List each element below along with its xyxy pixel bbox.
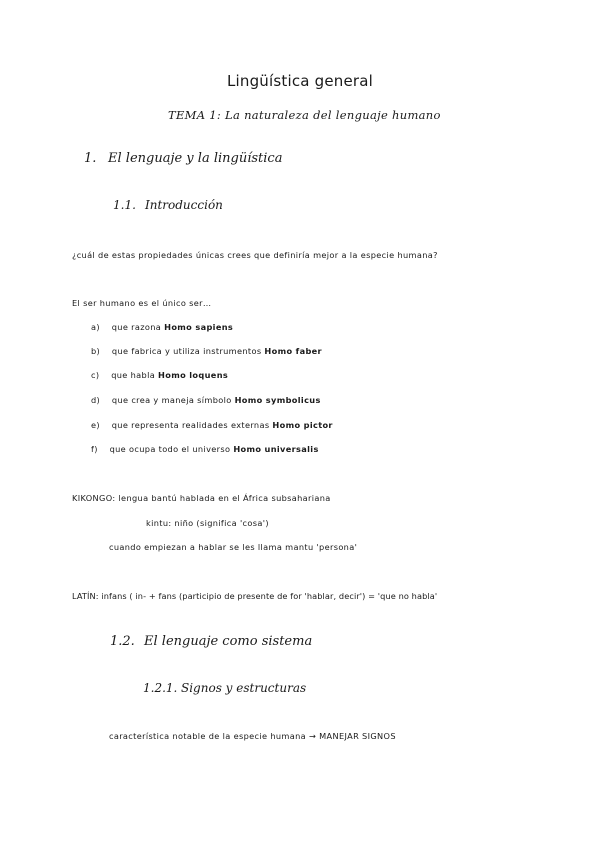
latin-line: LATÍN: infans ( in- + fans (participio de presente de for 'hablar, decir') = 'que no habla' [72, 591, 438, 601]
list-item-text: que crea y maneja símbolo [111, 395, 232, 405]
section-1-1-number: 1.1. [113, 198, 136, 212]
list-marker: c) [91, 370, 100, 380]
section-1-1-title: Introducción [145, 198, 223, 212]
list-item [91, 420, 333, 430]
mantu-line: cuando empiezan a hablar se les llama mantu 'persona' [109, 542, 358, 552]
list-item-term: Homo pictor [272, 420, 333, 430]
section-1-title: El lenguaje y la lingüística [108, 151, 283, 166]
section-1-2-1-number: 1.2.1. [143, 681, 178, 695]
list-item-term: Homo faber [264, 346, 322, 356]
topic-heading: TEMA 1: La naturaleza del lenguaje humano [168, 108, 441, 122]
closing-line: característica notable de la especie humana → MANEJAR SIGNOS [109, 731, 396, 741]
list-item-text: que habla [111, 370, 156, 380]
question-text: ¿cuál de estas propiedades únicas crees que definiría mejor a la especie humana? [72, 250, 438, 260]
list-item-term: Homo symbolicus [234, 395, 321, 405]
list-marker: e) [91, 420, 100, 430]
list-marker: a) [91, 322, 100, 332]
list-item-term: Homo sapiens [164, 322, 234, 332]
section-1-2-title: El lenguaje como sistema [144, 634, 313, 649]
list-item-text: que razona [111, 322, 162, 332]
list-item-text: que ocupa todo el universo [109, 444, 231, 454]
list-item-term: Homo universalis [233, 444, 319, 454]
list-item [91, 395, 321, 405]
document-title: Lingüística general [226, 72, 374, 90]
list-item [91, 370, 228, 380]
list-item [91, 322, 233, 332]
list-item [91, 346, 322, 356]
list-item-text: que representa realidades externas [111, 420, 270, 430]
intro-line: El ser humano es el único ser… [72, 298, 212, 308]
kintu-line: kintu: niño (significa 'cosa') [146, 518, 269, 528]
section-1-2-1-title: Signos y estructuras [181, 681, 307, 695]
section-1-number: 1. [84, 151, 97, 166]
list-item-text: que fabrica y utiliza instrumentos [111, 346, 262, 356]
section-1-2-number: 1.2. [110, 634, 135, 649]
list-marker: f) [91, 444, 98, 454]
list-item-term: Homo loquens [158, 370, 229, 380]
list-marker: b) [91, 346, 101, 356]
list-item [91, 444, 319, 454]
kikongo-line: KIKONGO: lengua bantú hablada en el África subsahariana [72, 493, 331, 503]
list-marker: d) [91, 395, 101, 405]
